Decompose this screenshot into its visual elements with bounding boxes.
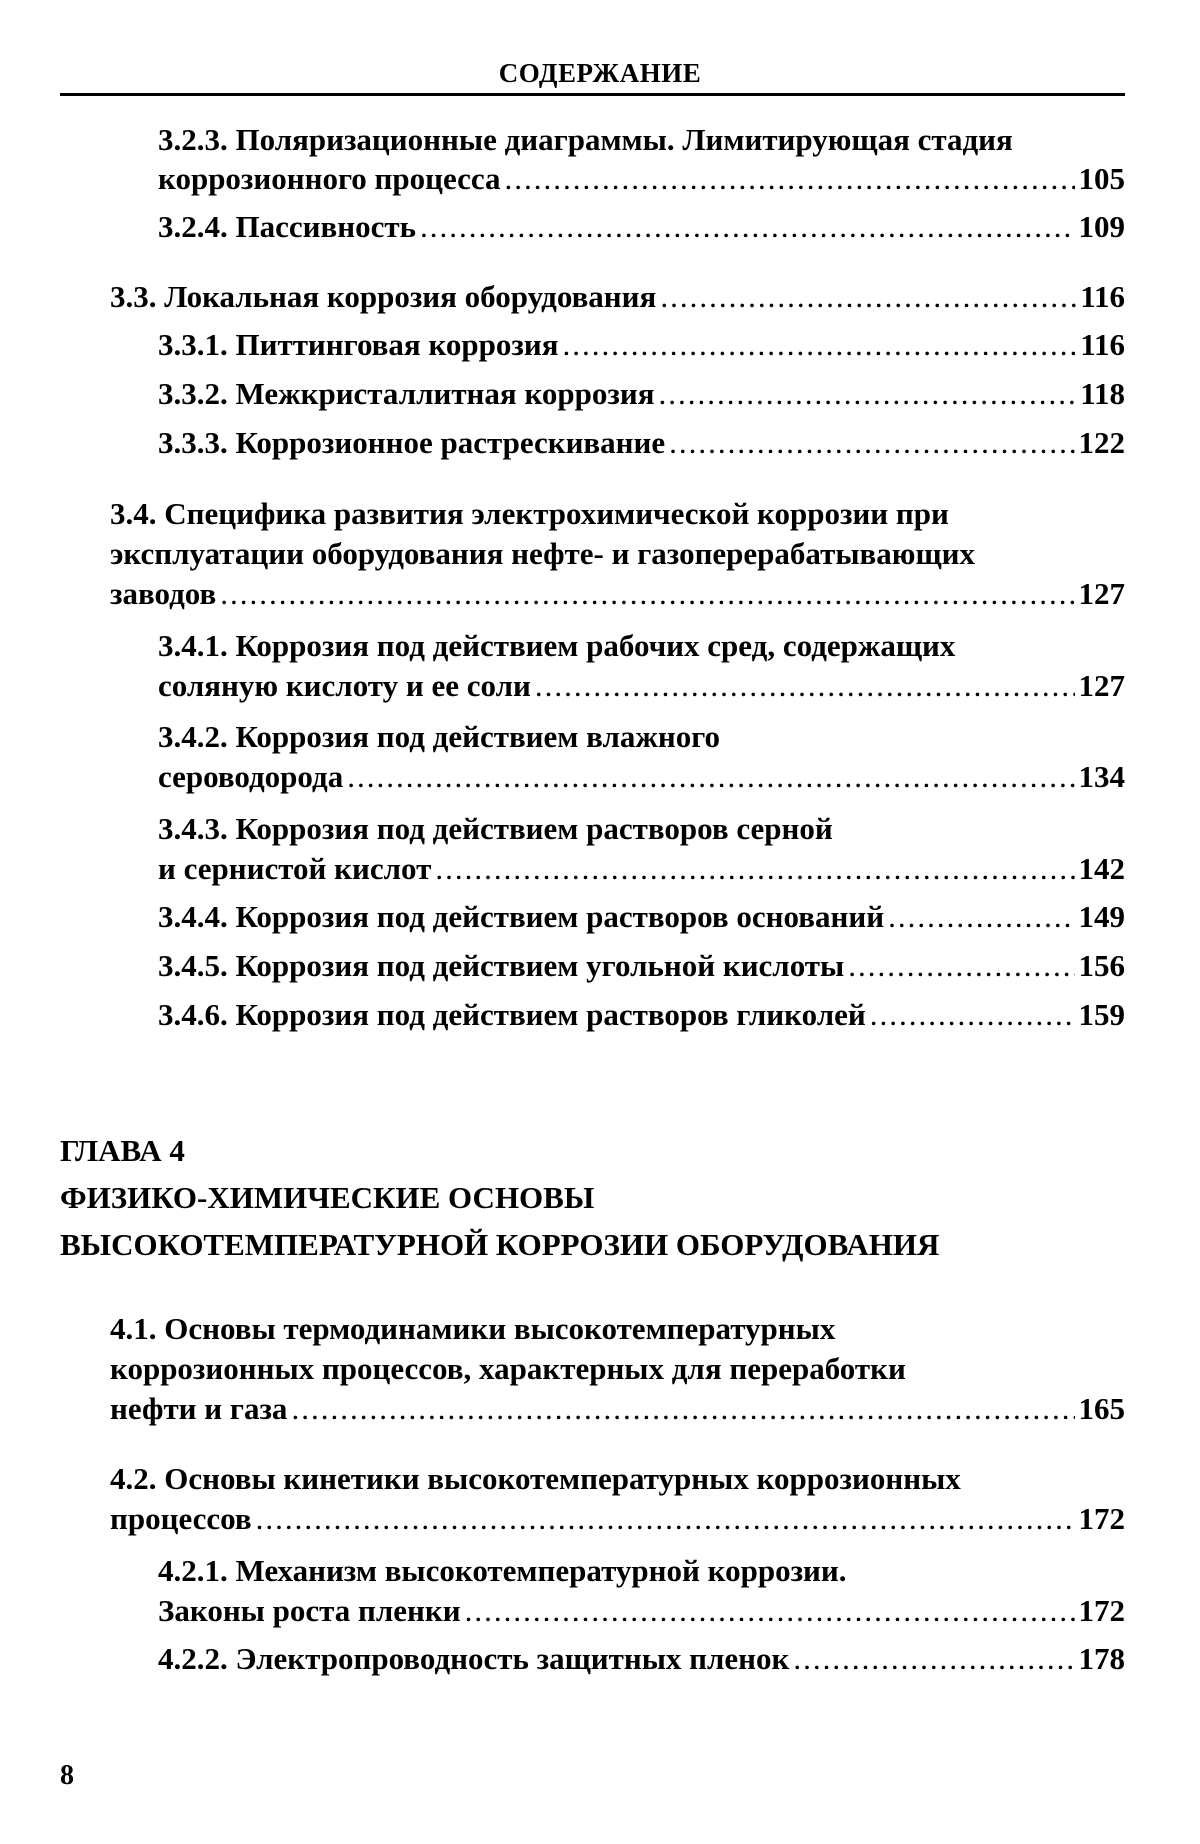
- toc-page-number: 165: [1078, 1391, 1125, 1426]
- toc-entry-4-2[interactable]: [110, 1500, 1125, 1538]
- toc-entry-3-4[interactable]: [110, 575, 1125, 613]
- toc-entry-4-1-line2: коррозионных процессов, характерных для переработки: [110, 1351, 906, 1386]
- toc-entry-3-4-3-line1: 3.4.3. Коррозия под действием растворов серной: [158, 811, 833, 846]
- toc-entry-3-4-line2: эксплуатации оборудования нефте- и газоперерабатывающих: [110, 536, 976, 571]
- toc-page-number: 116: [1080, 279, 1125, 314]
- leader-dots: [658, 375, 1076, 413]
- toc-entry-3-4-6[interactable]: [158, 996, 1125, 1034]
- toc-entry-3-4-line1: 3.4. Специфика развития электрохимической коррозии при: [110, 496, 949, 531]
- toc-entry-3-4-3[interactable]: [158, 850, 1125, 888]
- chapter-title-line2: ВЫСОКОТЕМПЕРАТУРНОЙ КОРРОЗИИ ОБОРУДОВАНИЯ: [60, 1227, 940, 1262]
- leader-dots: [870, 996, 1075, 1034]
- toc-entry-4-2-1-line1: 4.2.1. Механизм высокотемпературной коррозии.: [158, 1553, 847, 1588]
- toc-entry-label: коррозионного процесса: [158, 161, 501, 196]
- toc-entry-3-4-5[interactable]: [158, 947, 1125, 985]
- leader-dots: [669, 424, 1074, 462]
- leader-dots: [220, 575, 1074, 613]
- toc-page-number: 156: [1078, 948, 1125, 983]
- toc-entry-4-2-2[interactable]: [158, 1640, 1125, 1678]
- running-header: СОДЕРЖАНИЕ: [498, 58, 702, 88]
- toc-entry-3-3-2[interactable]: [158, 375, 1125, 413]
- toc-page-number: 172: [1078, 1501, 1125, 1536]
- toc-entry-3-4-2[interactable]: [158, 758, 1125, 796]
- toc-entry-3-4-2-line1: 3.4.2. Коррозия под действием влажного: [158, 719, 721, 754]
- toc-entry-label: 3.3. Локальная коррозия оборудования: [110, 279, 657, 314]
- leader-dots: [562, 326, 1076, 364]
- toc-page-number: 149: [1078, 899, 1125, 934]
- toc-page-number: 159: [1078, 997, 1125, 1032]
- toc-entry-3-4-1[interactable]: [158, 667, 1125, 705]
- toc-entry-label: и сернистой кислот: [158, 851, 432, 886]
- chapter-title-line1: ФИЗИКО-ХИМИЧЕСКИЕ ОСНОВЫ: [60, 1180, 595, 1215]
- toc-entry-label: заводов: [110, 576, 217, 611]
- toc-entry-3-4-1-line1: 3.4.1. Коррозия под действием рабочих сред, содержащих: [158, 628, 956, 663]
- toc-entry-label: Законы роста пленки: [158, 1593, 461, 1628]
- toc-entry-4-1-line1: 4.1. Основы термодинамики высокотемпературных: [110, 1311, 836, 1346]
- leader-dots: [291, 1390, 1074, 1428]
- toc-entry-label: соляную кислоту и ее соли: [158, 668, 531, 703]
- toc-entry-3-3-1[interactable]: [158, 326, 1125, 364]
- header-rule: [60, 93, 1125, 96]
- leader-dots: [347, 758, 1074, 796]
- toc-entry-3-3[interactable]: [110, 278, 1125, 316]
- toc-page-number: 178: [1078, 1641, 1125, 1676]
- toc-page-number: 172: [1078, 1593, 1125, 1628]
- toc-page-number: 134: [1078, 759, 1125, 794]
- toc-entry-label: сероводорода: [158, 759, 344, 794]
- toc-entry-label: 3.2.4. Пассивность: [158, 209, 416, 244]
- leader-dots: [420, 208, 1075, 246]
- chapter-number: ГЛАВА 4: [60, 1133, 185, 1168]
- leader-dots: [505, 160, 1075, 198]
- toc-entry-3-2-3-line1: 3.2.3. Поляризационные диаграммы. Лимитирующая стадия: [158, 122, 1013, 157]
- toc-entry-label: 3.3.1. Питтинговая коррозия: [158, 327, 559, 362]
- toc-page-number: 122: [1078, 425, 1125, 460]
- leader-dots: [793, 1640, 1074, 1678]
- toc-entry-label: 3.4.5. Коррозия под действием угольной кислоты: [158, 948, 845, 983]
- toc-entry-label: 4.2.2. Электропроводность защитных пленок: [158, 1641, 790, 1676]
- toc-page-number: 142: [1078, 851, 1125, 886]
- leader-dots: [660, 278, 1076, 316]
- toc-page-number: 116: [1080, 327, 1125, 362]
- toc-page-number: 118: [1080, 376, 1125, 411]
- toc-page-number: 105: [1078, 161, 1125, 196]
- leader-dots: [435, 850, 1074, 888]
- toc-entry-3-3-3[interactable]: [158, 424, 1125, 462]
- toc-entry-4-2-line1: 4.2. Основы кинетики высокотемпературных коррозионных: [110, 1461, 961, 1496]
- toc-entry-label: 3.4.4. Коррозия под действием растворов оснований: [158, 899, 885, 934]
- toc-entry-3-2-3[interactable]: [158, 160, 1125, 198]
- leader-dots: [888, 898, 1074, 936]
- toc-entry-label: 3.3.3. Коррозионное растрескивание: [158, 425, 666, 460]
- toc-page-number: 127: [1078, 576, 1125, 611]
- toc-page-number: 109: [1078, 209, 1125, 244]
- leader-dots: [848, 947, 1074, 985]
- toc-page-number: 127: [1078, 668, 1125, 703]
- toc-entry-label: 3.4.6. Коррозия под действием растворов гликолей: [158, 997, 866, 1032]
- leader-dots: [256, 1500, 1075, 1538]
- toc-entry-3-4-4[interactable]: [158, 898, 1125, 936]
- page-number: 8: [60, 1760, 74, 1791]
- toc-entry-3-2-4[interactable]: [158, 208, 1125, 246]
- toc-entry-label: процессов: [110, 1501, 252, 1536]
- leader-dots: [465, 1592, 1075, 1630]
- toc-entry-4-1[interactable]: [110, 1390, 1125, 1428]
- toc-entry-label: нефти и газа: [110, 1391, 288, 1426]
- leader-dots: [535, 667, 1075, 705]
- toc-entry-4-2-1[interactable]: [158, 1592, 1125, 1630]
- toc-entry-label: 3.3.2. Межкристаллитная коррозия: [158, 376, 655, 411]
